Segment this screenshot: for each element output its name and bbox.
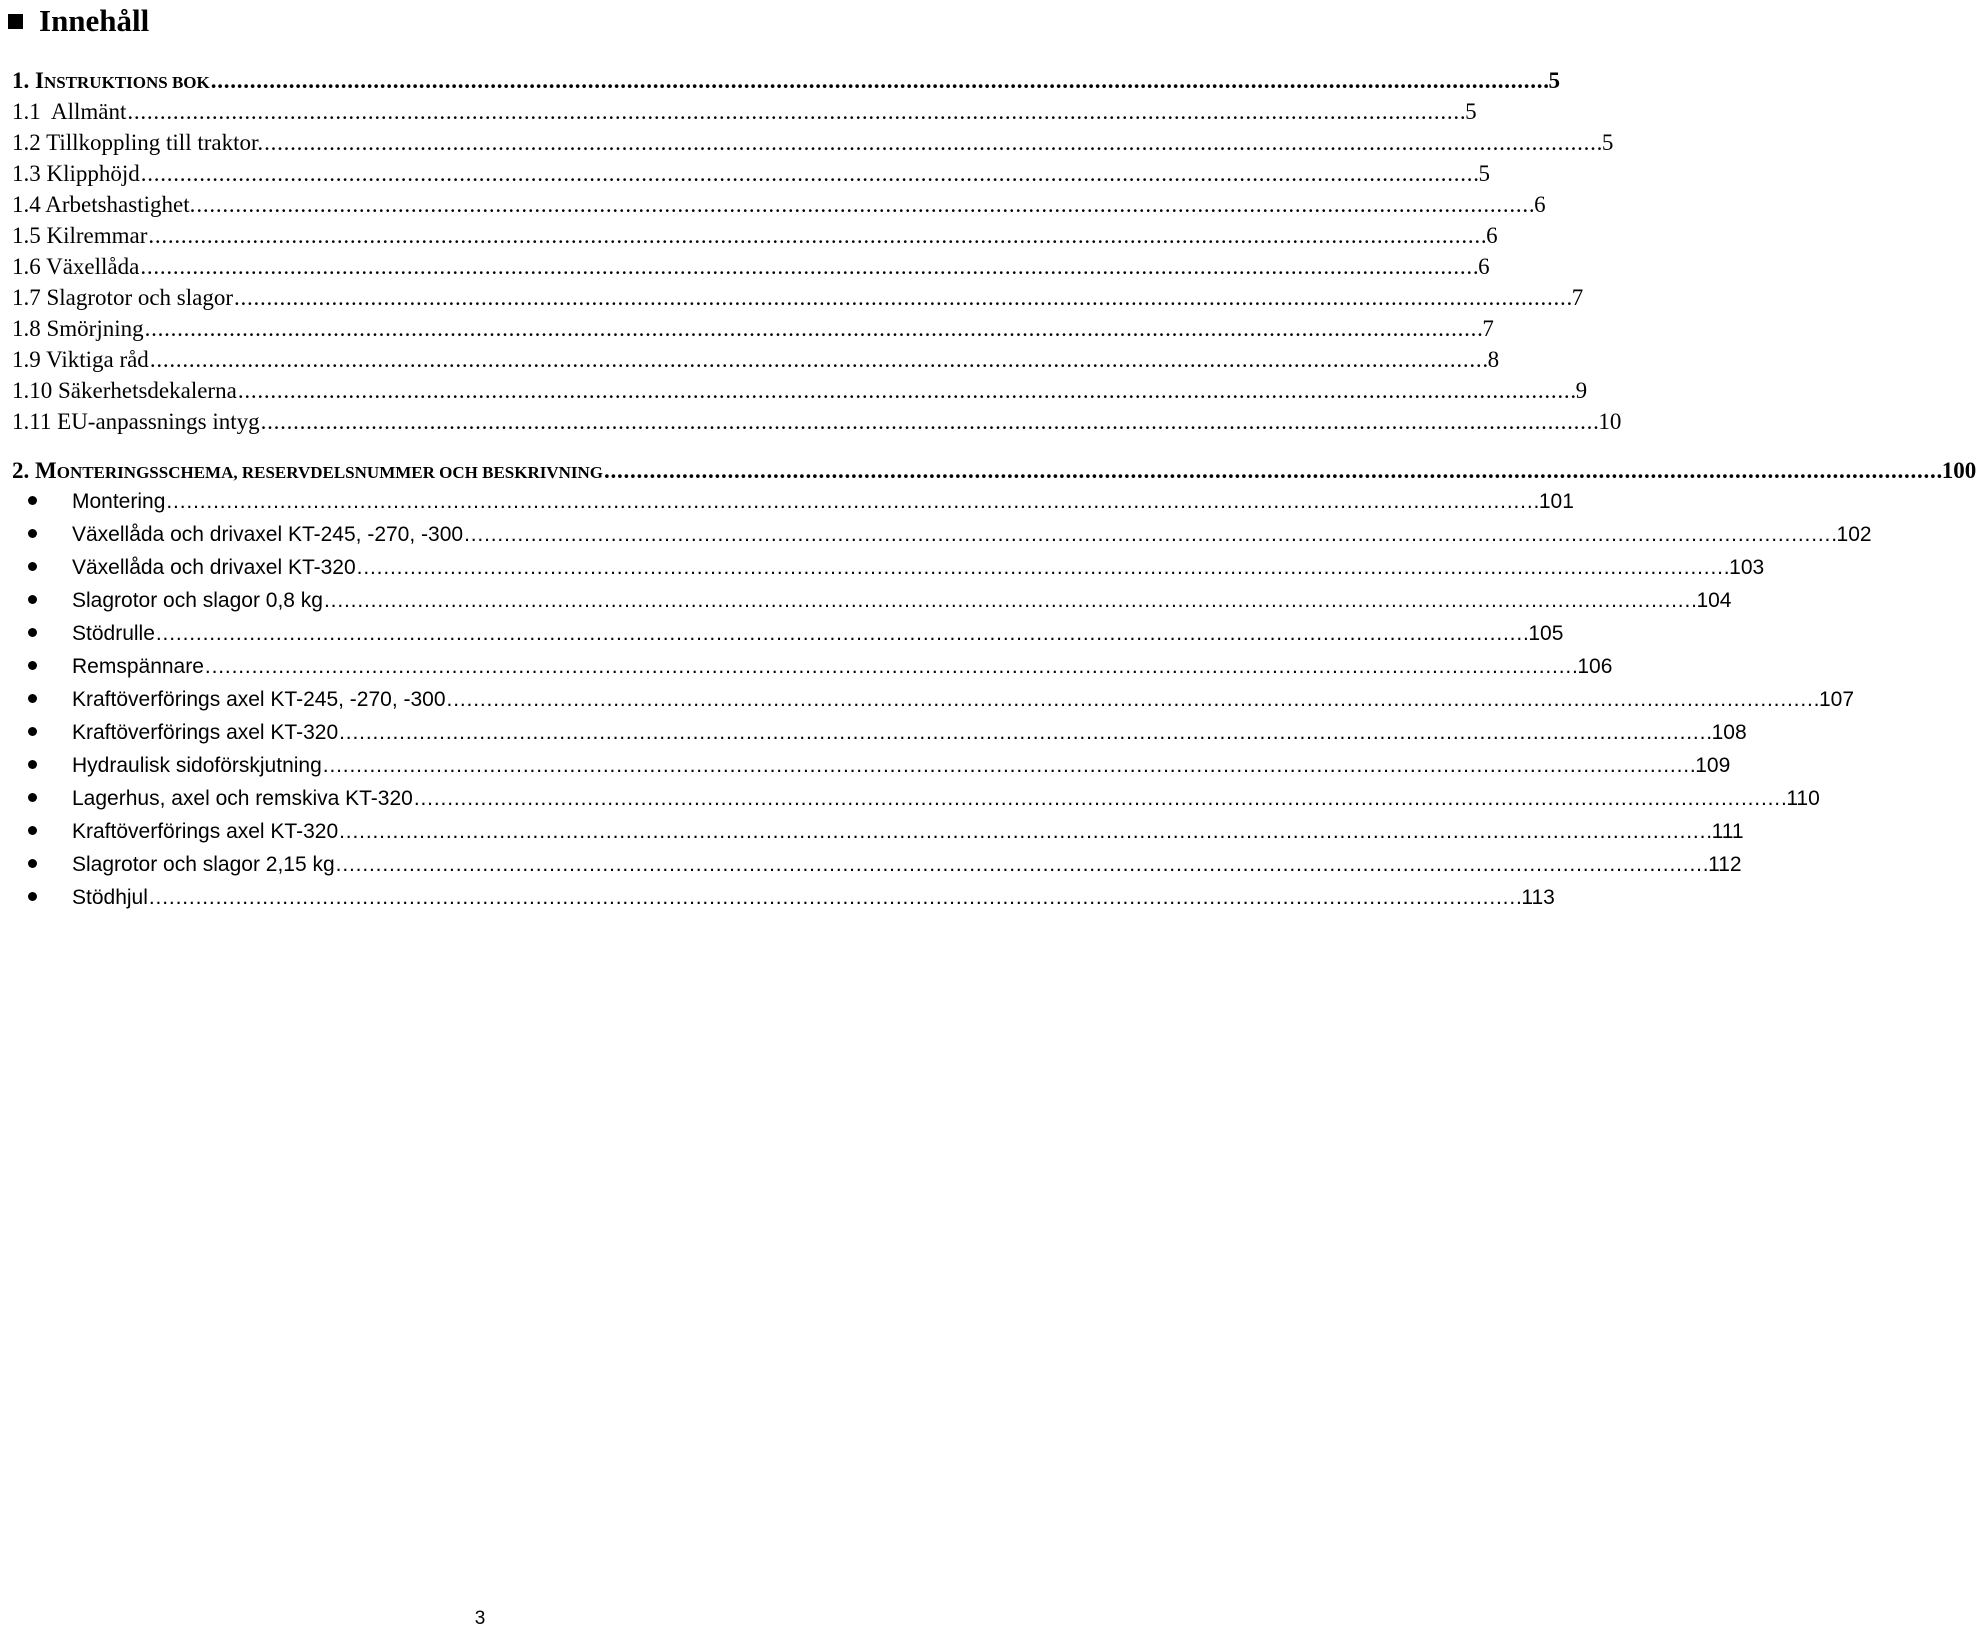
- dot-leader: [447, 688, 1817, 712]
- toc-page-number: 103: [1729, 556, 1765, 579]
- dot-leader: [324, 589, 1694, 613]
- toc-bullet-label: Stödrulle: [72, 622, 155, 645]
- dot-leader: [604, 458, 1940, 484]
- toc-section-label: 1.11 EU-anpassnings intyg: [12, 409, 260, 434]
- toc-bullet-label: Växellåda och drivaxel KT-245, -270, -300: [72, 523, 464, 546]
- toc-bullet-item[interactable]: [28, 622, 1564, 646]
- bullet-dot-icon: [28, 628, 37, 637]
- toc-section-label: 1.1 Allmänt: [12, 99, 127, 124]
- toc-section-1-3[interactable]: [12, 161, 1491, 187]
- toc-section-1-9[interactable]: [12, 347, 1500, 373]
- toc-heading-text: Innehåll: [39, 3, 150, 38]
- bullet-dot-icon: [28, 694, 37, 703]
- toc-bullet-item[interactable]: [28, 721, 1747, 745]
- bullet-dot-icon: [28, 760, 37, 769]
- toc-bullet-item[interactable]: [28, 655, 1613, 679]
- toc-section-label: 1.2 Tillkoppling till traktor.: [12, 130, 264, 155]
- bullet-dot-icon: [28, 529, 37, 538]
- toc-section-1-6[interactable]: [12, 254, 1490, 280]
- bullet-dot-icon: [28, 496, 37, 505]
- toc-page-number: 8: [1487, 347, 1500, 372]
- dot-leader: [150, 347, 1486, 373]
- toc-page-number: 109: [1695, 754, 1731, 777]
- toc-page-number: 107: [1819, 688, 1855, 711]
- toc-bullet-item[interactable]: [28, 490, 1574, 514]
- dot-leader: [336, 853, 1706, 877]
- toc-section-1-2[interactable]: [12, 130, 1614, 156]
- toc-page-number: 104: [1696, 589, 1732, 612]
- dot-leader: [149, 886, 1519, 910]
- toc-section-label: 1.7 Slagrotor och slagor: [12, 285, 234, 310]
- dot-leader: [196, 192, 1532, 218]
- toc-bullet-item[interactable]: [28, 886, 1555, 910]
- toc-bullet-item[interactable]: [28, 754, 1731, 778]
- toc-section-1-5[interactable]: [12, 223, 1498, 249]
- dot-leader: [166, 490, 1536, 514]
- toc-page-number: 113: [1521, 886, 1555, 909]
- toc-bullet-item[interactable]: [28, 853, 1742, 877]
- toc-bullet-label: Stödhjul: [72, 886, 148, 909]
- toc-section-1-10[interactable]: [12, 378, 1588, 404]
- dot-leader: [414, 787, 1784, 811]
- toc-section-1-11[interactable]: [12, 409, 1622, 435]
- dot-leader: [156, 622, 1526, 646]
- bullet-dot-icon: [28, 661, 37, 670]
- dot-leader: [464, 523, 1834, 547]
- toc-page-number: 5: [1478, 161, 1491, 186]
- dot-leader: [323, 754, 1693, 778]
- toc-page-number: 9: [1575, 378, 1588, 403]
- toc-bullet-label: Montering: [72, 490, 166, 513]
- dot-leader: [205, 655, 1575, 679]
- dot-leader: [339, 820, 1709, 844]
- toc-bullet-item[interactable]: [28, 523, 1872, 547]
- toc-section-1-8[interactable]: [12, 316, 1494, 342]
- toc-bullet-label: Växellåda och drivaxel KT-320: [72, 556, 356, 579]
- toc-section-label: 1.6 Växellåda: [12, 254, 140, 279]
- toc-chapter-2[interactable]: [12, 458, 1976, 484]
- toc-bullet-label: Kraftöverförings axel KT-245, -270, -300: [72, 688, 446, 711]
- dot-leader: [141, 161, 1477, 187]
- dot-leader: [234, 285, 1570, 311]
- toc-page-number: 111: [1711, 820, 1744, 843]
- toc-page-number: 100: [1941, 458, 1976, 483]
- page-number: 3: [474, 1608, 486, 1629]
- toc-bullet-item[interactable]: [28, 556, 1765, 580]
- toc-page-number: 7: [1482, 316, 1494, 341]
- toc-page-number: 101: [1538, 490, 1574, 513]
- toc-page-number: 110: [1786, 787, 1820, 810]
- dot-leader: [238, 378, 1574, 404]
- toc-page-number: 5: [1601, 130, 1614, 155]
- dot-leader: [264, 130, 1600, 156]
- dot-leader: [339, 721, 1709, 745]
- toc-page-number: 10: [1598, 409, 1622, 434]
- toc-bullet-label: Kraftöverförings axel KT-320: [72, 820, 339, 843]
- toc-page-number: 102: [1836, 523, 1872, 546]
- toc-chapter-label: 2. MONTERINGSSCHEMA, RESERVDELSNUMMER OCH BESKRIVNING: [12, 458, 604, 483]
- toc-page-number: 6: [1534, 192, 1546, 217]
- dot-leader: [357, 556, 1727, 580]
- page-number-footer: [0, 1608, 960, 1630]
- toc-bullet-label: Remspännare: [72, 655, 204, 678]
- dot-leader: [145, 316, 1481, 342]
- toc-page-number: 108: [1711, 721, 1747, 744]
- bullet-dot-icon: [28, 859, 37, 868]
- toc-page-number: 112: [1708, 853, 1742, 876]
- dot-leader: [148, 223, 1484, 249]
- dot-leader: [127, 99, 1463, 125]
- toc-bullet-item[interactable]: [28, 820, 1744, 844]
- bullet-dot-icon: [28, 727, 37, 736]
- toc-page-number: 5: [1465, 99, 1477, 124]
- toc-section-label: 1.8 Smörjning: [12, 316, 144, 341]
- bullet-dot-icon: [28, 595, 37, 604]
- toc-bullet-label: Kraftöverförings axel KT-320: [72, 721, 339, 744]
- toc-bullet-item[interactable]: [28, 589, 1732, 613]
- bullet-dot-icon: [28, 892, 37, 901]
- toc-section-1-7[interactable]: [12, 285, 1584, 311]
- bullet-dot-icon: [28, 826, 37, 835]
- toc-page-number: 105: [1528, 622, 1564, 645]
- toc-page-number: 6: [1478, 254, 1490, 279]
- dot-leader: [261, 409, 1597, 435]
- toc-page-number: 5: [1548, 68, 1560, 93]
- toc-bullet-label: Lagerhus, axel och remskiva KT-320: [72, 787, 413, 810]
- toc-chapter-label: 1. INSTRUKTIONS BOK: [12, 68, 210, 93]
- toc-section-label: 1.10 Säkerhetsdekalerna: [12, 378, 237, 403]
- toc-section-label: 1.4 Arbetshastighet.: [12, 192, 196, 217]
- toc-heading: [8, 0, 149, 42]
- toc-page-number: 7: [1571, 285, 1584, 310]
- toc-chapter-1[interactable]: [12, 68, 1560, 94]
- toc-section-1-4[interactable]: [12, 192, 1546, 218]
- toc-bullet-label: Hydraulisk sidoförskjutning: [72, 754, 322, 777]
- toc-section-1-1[interactable]: [12, 99, 1477, 125]
- dot-leader: [140, 254, 1476, 280]
- toc-bullet-item[interactable]: [28, 787, 1820, 811]
- dot-leader: [211, 68, 1547, 94]
- toc-section-label: 1.5 Kilremmar: [12, 223, 148, 248]
- toc-bullet-label: Slagrotor och slagor 0,8 kg: [72, 589, 323, 612]
- square-bullet-icon: [8, 14, 23, 29]
- bullet-dot-icon: [28, 562, 37, 571]
- toc-page-number: 106: [1577, 655, 1613, 678]
- toc-bullet-label: Slagrotor och slagor 2,15 kg: [72, 853, 335, 876]
- toc-section-label: 1.3 Klipphöjd: [12, 161, 140, 186]
- bullet-dot-icon: [28, 793, 37, 802]
- toc-page-number: 6: [1486, 223, 1498, 248]
- toc-bullet-item[interactable]: [28, 688, 1855, 712]
- toc-section-label: 1.9 Viktiga råd: [12, 347, 149, 372]
